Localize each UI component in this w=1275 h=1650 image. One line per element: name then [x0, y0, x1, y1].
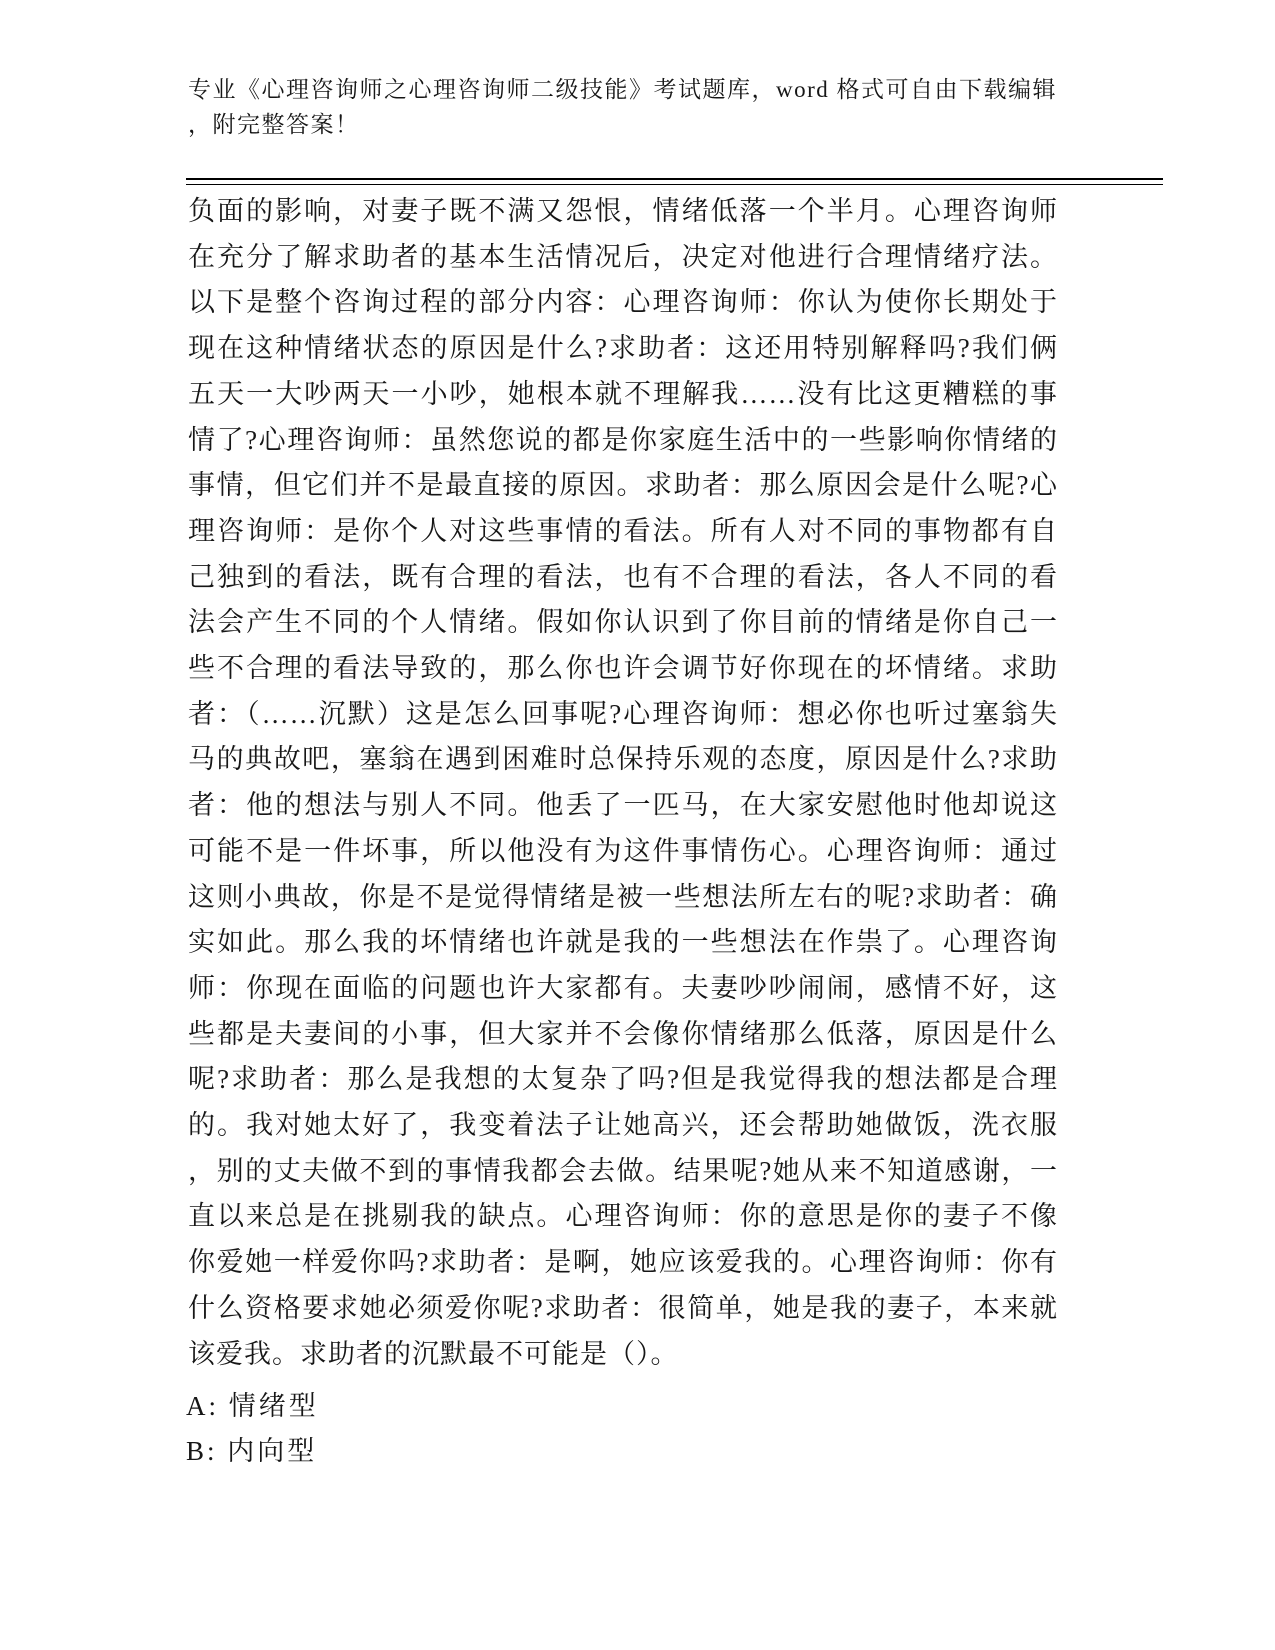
body-text-line-6: 事情，但它们并不是最直接的原因。求助者：那么原因会是什么呢?心: [188, 470, 1058, 501]
body-text-line-24: 什么资格要求她必须爱你呢?求助者：很简单，她是我的妻子，本来就: [188, 1292, 1058, 1323]
body-text-line-20: 的。我对她太好了，我变着法子让她高兴，还会帮助她做饭，洗衣服: [188, 1110, 1058, 1141]
header-separator-double-rule: [186, 178, 1163, 185]
body-text-line-1: 在充分了解求助者的基本生活情况后，决定对他进行合理情绪疗法。: [188, 241, 1058, 272]
header-line-0: 专业《心理咨询师之心理咨询师二级技能》考试题库，word 格式可自由下载编辑: [188, 77, 1058, 102]
body-text-line-25: 该爱我。求助者的沉默最不可能是（）。: [188, 1338, 679, 1369]
body-text-line-21: ，别的丈夫做不到的事情我都会去做。结果呢?她从来不知道感谢，一: [188, 1155, 1058, 1186]
body-text-line-23: 你爱她一样爱你吗?求助者：是啊，她应该爱我的。心理咨询师：你有: [188, 1247, 1058, 1278]
answer-option-1: B: 内向型: [186, 1436, 318, 1466]
body-text-line-11: 者：（……沉默）这是怎么回事呢?心理咨询师：想必你也听过塞翁失: [188, 698, 1058, 729]
body-text-line-4: 五天一大吵两天一小吵，她根本就不理解我……没有比这更糟糕的事: [188, 378, 1058, 409]
body-text-line-15: 这则小典故，你是不是觉得情绪是被一些想法所左右的呢?求助者：确: [188, 881, 1058, 912]
body-text-line-18: 些都是夫妻间的小事，但大家并不会像你情绪那么低落，原因是什么: [188, 1018, 1058, 1049]
body-text-line-3: 现在这种情绪状态的原因是什么?求助者：这还用特别解释吗?我们俩: [188, 333, 1058, 364]
body-text-line-0: 负面的影响，对妻子既不满又怨恨，情绪低落一个半月。心理咨询师: [188, 196, 1058, 226]
answer-option-0: A: 情绪型: [186, 1391, 319, 1421]
body-text-line-14: 可能不是一件坏事，所以他没有为这件事情伤心。心理咨询师：通过: [188, 835, 1058, 866]
header-line-1: ，附完整答案！: [188, 112, 360, 137]
body-text-line-22: 直以来总是在挑剔我的缺点。心理咨询师：你的意思是你的妻子不像: [188, 1201, 1058, 1232]
body-text-line-7: 理咨询师：是你个人对这些事情的看法。所有人对不同的事物都有自: [188, 515, 1058, 546]
body-text-line-12: 马的典故吧，塞翁在遇到困难时总保持乐观的态度，原因是什么?求助: [188, 744, 1058, 775]
body-text-line-19: 呢?求助者：那么是我想的太复杂了吗?但是我觉得我的想法都是合理: [188, 1064, 1058, 1095]
body-text-line-8: 己独到的看法，既有合理的看法，也有不合理的看法，各人不同的看: [188, 561, 1058, 592]
page-header: [188, 72, 1073, 142]
answer-options: [186, 1384, 1066, 1474]
question-body-paragraph: [188, 189, 1058, 1377]
body-text-line-13: 者：他的想法与别人不同。他丢了一匹马，在大家安慰他时他却说这: [188, 790, 1058, 821]
body-text-line-5: 情了?心理咨询师：虽然您说的都是你家庭生活中的一些影响你情绪的: [188, 424, 1058, 455]
body-text-line-10: 些不合理的看法导致的，那么你也许会调节好你现在的坏情绪。求助: [188, 653, 1058, 684]
body-text-line-16: 实如此。那么我的坏情绪也许就是我的一些想法在作祟了。心理咨询: [188, 927, 1058, 958]
body-text-line-2: 以下是整个咨询过程的部分内容：心理咨询师：你认为使你长期处于: [188, 287, 1058, 318]
body-text-line-17: 师：你现在面临的问题也许大家都有。夫妻吵吵闹闹，感情不好，这: [188, 972, 1058, 1003]
body-text-line-9: 法会产生不同的个人情绪。假如你认识到了你目前的情绪是你自己一: [188, 607, 1058, 638]
